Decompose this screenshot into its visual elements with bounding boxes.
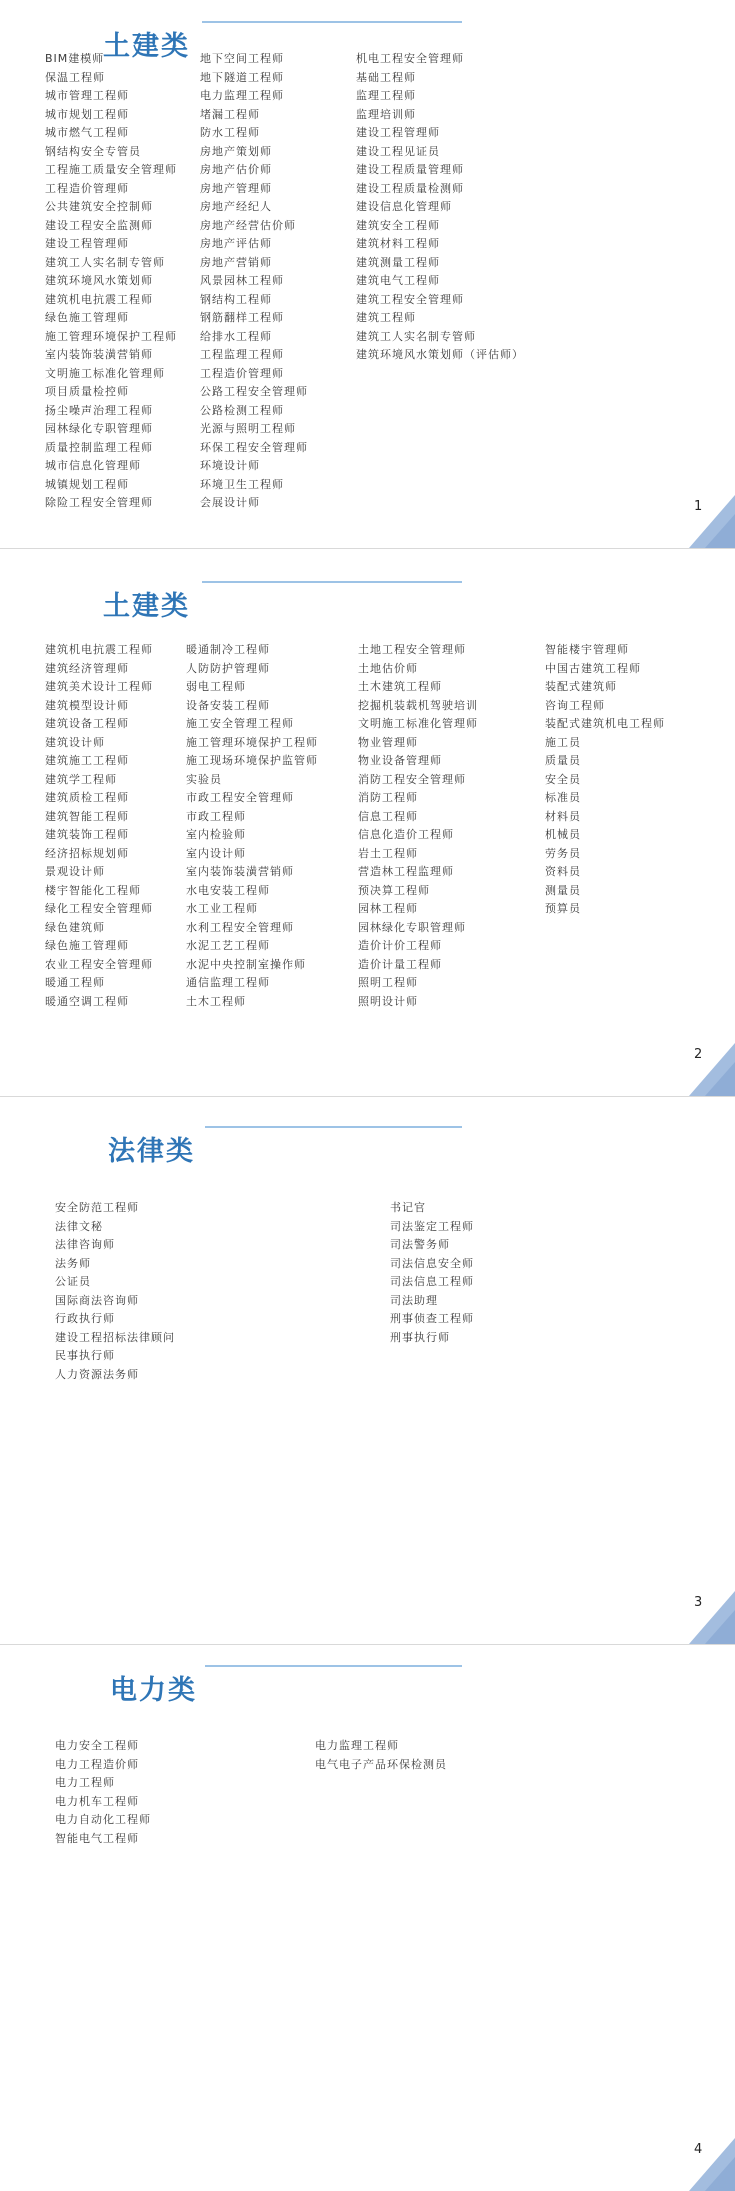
job-item: 挖掘机装载机驾驶培训 bbox=[358, 698, 478, 712]
job-item: 信息化造价工程师 bbox=[358, 828, 454, 841]
job-item: 房地产经营估价师 bbox=[200, 218, 296, 232]
job-item: 司法助理 bbox=[390, 1293, 438, 1307]
job-item: 中国古建筑工程师 bbox=[545, 661, 641, 675]
job-item: 预决算工程师 bbox=[358, 883, 430, 897]
job-item: 房地产营销师 bbox=[200, 255, 272, 269]
job-item: 监理培训师 bbox=[356, 107, 416, 121]
job-item: 人力资源法务师 bbox=[55, 1367, 139, 1381]
job-item: 房地产评估师 bbox=[200, 237, 272, 250]
job-item: 电力自动化工程师 bbox=[55, 1813, 151, 1826]
job-item: 建筑环境风水策划师 bbox=[45, 274, 153, 287]
job-item: 建筑装饰工程师 bbox=[45, 828, 129, 841]
job-item: 弱电工程师 bbox=[186, 680, 246, 693]
slide-page-2 bbox=[0, 548, 735, 1096]
job-item: 水泥工艺工程师 bbox=[186, 939, 270, 952]
job-item: 水利工程安全管理师 bbox=[186, 920, 294, 934]
job-item: 法律咨询师 bbox=[55, 1238, 115, 1251]
page-number: 2 bbox=[694, 1047, 703, 1062]
job-item: 室内设计师 bbox=[186, 846, 246, 860]
job-item: 市政工程师 bbox=[186, 809, 246, 823]
job-item: 建设工程质量检测师 bbox=[356, 181, 464, 195]
job-item: 消防工程师 bbox=[358, 791, 418, 804]
job-column-1 bbox=[45, 641, 185, 1011]
job-item: 国际商法咨询师 bbox=[55, 1293, 139, 1307]
job-item: 房地产策划师 bbox=[200, 144, 272, 158]
job-item: 工程造价管理师 bbox=[45, 181, 129, 195]
page-number-badge bbox=[685, 2135, 735, 2191]
section-title: 电力类 bbox=[110, 1675, 197, 1707]
job-item: 司法警务师 bbox=[390, 1238, 450, 1251]
job-item: 造价计量工程师 bbox=[358, 957, 442, 971]
job-item: 安全员 bbox=[545, 772, 581, 786]
job-item: 环保工程安全管理师 bbox=[200, 440, 308, 454]
job-item: 房地产经纪人 bbox=[200, 200, 272, 213]
job-item: 公证员 bbox=[55, 1275, 91, 1288]
job-item: 施工员 bbox=[545, 735, 581, 749]
page-number-badge bbox=[685, 492, 735, 548]
job-item: 建筑学工程师 bbox=[45, 772, 117, 786]
job-item: 钢结构工程师 bbox=[200, 292, 272, 306]
job-item: 刑事侦查工程师 bbox=[390, 1312, 474, 1325]
job-item: 智能楼宇管理师 bbox=[545, 643, 629, 656]
job-item: 建筑美术设计工程师 bbox=[45, 680, 153, 693]
job-item: 水泥中央控制室操作师 bbox=[186, 957, 306, 971]
job-item: 城市信息化管理师 bbox=[45, 459, 141, 472]
job-item: 堵漏工程师 bbox=[200, 107, 260, 121]
job-item: 装配式建筑师 bbox=[545, 680, 617, 693]
job-item: 营造林工程监理师 bbox=[358, 865, 454, 878]
job-item: 监理工程师 bbox=[356, 89, 416, 102]
title-rule-line bbox=[202, 581, 462, 583]
job-item: 智能电气工程师 bbox=[55, 1831, 139, 1845]
job-item: 保温工程师 bbox=[45, 70, 105, 84]
job-item: 工程造价管理师 bbox=[200, 366, 284, 380]
job-item: 项目质量检控师 bbox=[45, 385, 129, 398]
job-item: 工程施工质量安全管理师 bbox=[45, 163, 177, 176]
job-item: 建设工程安全监测师 bbox=[45, 218, 153, 232]
job-item: 建筑机电抗震工程师 bbox=[45, 643, 153, 656]
job-item: 室内检验师 bbox=[186, 828, 246, 841]
slide-page-1 bbox=[0, 0, 735, 548]
job-item: 物业管理师 bbox=[358, 735, 418, 749]
job-item: 除险工程安全管理师 bbox=[45, 496, 153, 509]
job-item: 建设工程质量管理师 bbox=[356, 163, 464, 176]
job-item: 钢筋翻样工程师 bbox=[200, 311, 284, 324]
job-item: 施工管理环境保护工程师 bbox=[186, 735, 318, 749]
job-item: 建筑安全工程师 bbox=[356, 218, 440, 232]
job-item: 楼宇智能化工程师 bbox=[45, 883, 141, 897]
job-item: 装配式建筑机电工程师 bbox=[545, 717, 665, 730]
job-item: 建筑经济管理师 bbox=[45, 661, 129, 675]
job-item: 建筑测量工程师 bbox=[356, 255, 440, 269]
job-column-2 bbox=[315, 1737, 595, 1774]
job-item: 公共建筑安全控制师 bbox=[45, 200, 153, 213]
job-item: 电力监理工程师 bbox=[315, 1739, 399, 1752]
job-item: 照明工程师 bbox=[358, 976, 418, 989]
job-item: 建筑智能工程师 bbox=[45, 809, 129, 823]
job-item: 施工管理环境保护工程师 bbox=[45, 329, 177, 343]
job-item: BIM建模师 bbox=[45, 52, 105, 65]
job-item: 文明施工标准化管理师 bbox=[358, 717, 478, 730]
job-item: 暖通制冷工程师 bbox=[186, 643, 270, 656]
job-item: 电力安全工程师 bbox=[55, 1739, 139, 1752]
job-item: 防水工程师 bbox=[200, 126, 260, 139]
job-item: 绿色建筑师 bbox=[45, 920, 105, 934]
job-item: 造价计价工程师 bbox=[358, 939, 442, 952]
job-item: 司法信息安全师 bbox=[390, 1256, 474, 1270]
job-item: 法律文秘 bbox=[55, 1219, 103, 1233]
job-item: 劳务员 bbox=[545, 846, 581, 860]
job-item: 暖通空调工程师 bbox=[45, 994, 129, 1008]
job-item: 施工现场环境保护监管师 bbox=[186, 754, 318, 767]
title-rule-line bbox=[205, 1665, 462, 1667]
job-item: 城市管理工程师 bbox=[45, 89, 129, 102]
job-item: 书记官 bbox=[390, 1201, 426, 1214]
job-item: 扬尘噪声治理工程师 bbox=[45, 403, 153, 417]
job-item: 土地工程安全管理师 bbox=[358, 643, 466, 656]
job-item: 民事执行师 bbox=[55, 1349, 115, 1362]
job-item: 城市燃气工程师 bbox=[45, 126, 129, 139]
job-item: 实验员 bbox=[186, 772, 222, 786]
job-item: 建筑设备工程师 bbox=[45, 717, 129, 730]
job-column-2 bbox=[186, 641, 356, 1011]
job-item: 地下空间工程师 bbox=[200, 52, 284, 65]
job-item: 建筑材料工程师 bbox=[356, 237, 440, 250]
job-item: 建筑环境风水策划师（评估师） bbox=[356, 348, 524, 361]
job-item: 建筑电气工程师 bbox=[356, 274, 440, 287]
job-item: 电气电子产品环保检测员 bbox=[315, 1757, 447, 1771]
job-item: 建设工程管理师 bbox=[45, 237, 129, 250]
job-item: 司法鉴定工程师 bbox=[390, 1219, 474, 1233]
job-item: 水工业工程师 bbox=[186, 902, 258, 915]
page-number-badge bbox=[685, 1588, 735, 1644]
job-item: 建筑机电抗震工程师 bbox=[45, 292, 153, 306]
job-item: 环境设计师 bbox=[200, 459, 260, 472]
title-rule-line bbox=[205, 1126, 462, 1128]
job-item: 景观设计师 bbox=[45, 865, 105, 878]
job-item: 设备安装工程师 bbox=[186, 698, 270, 712]
job-item: 信息工程师 bbox=[358, 809, 418, 823]
folded-corner-icon bbox=[685, 492, 735, 548]
job-item: 土木建筑工程师 bbox=[358, 680, 442, 693]
job-column-1 bbox=[55, 1737, 295, 1848]
job-item: 房地产管理师 bbox=[200, 181, 272, 195]
job-item: 行政执行师 bbox=[55, 1312, 115, 1325]
job-item: 建筑工程安全管理师 bbox=[356, 292, 464, 306]
job-item: 司法信息工程师 bbox=[390, 1275, 474, 1288]
job-item: 质量控制监理工程师 bbox=[45, 440, 153, 454]
job-item: 法务师 bbox=[55, 1256, 91, 1270]
job-item: 室内装饰装潢营销师 bbox=[186, 865, 294, 878]
page-number-badge bbox=[685, 1040, 735, 1096]
job-item: 绿色施工管理师 bbox=[45, 939, 129, 952]
job-item: 市政工程安全管理师 bbox=[186, 791, 294, 804]
job-item: 土地估价师 bbox=[358, 661, 418, 675]
job-item: 风景园林工程师 bbox=[200, 274, 284, 287]
section-title: 土建类 bbox=[103, 31, 190, 63]
job-item: 光源与照明工程师 bbox=[200, 422, 296, 435]
job-item: 基础工程师 bbox=[356, 70, 416, 84]
title-rule-line bbox=[202, 21, 462, 23]
job-item: 农业工程安全管理师 bbox=[45, 957, 153, 971]
job-item: 会展设计师 bbox=[200, 496, 260, 509]
job-item: 咨询工程师 bbox=[545, 698, 605, 712]
job-item: 通信监理工程师 bbox=[186, 976, 270, 989]
job-column-2 bbox=[390, 1199, 640, 1347]
job-column-2 bbox=[200, 50, 355, 513]
job-item: 预算员 bbox=[545, 902, 581, 915]
job-item: 电力工程师 bbox=[55, 1776, 115, 1789]
slide-page-3 bbox=[0, 1096, 735, 1644]
job-item: 园林绿化专职管理师 bbox=[358, 920, 466, 934]
job-item: 给排水工程师 bbox=[200, 329, 272, 343]
job-item: 建设工程管理师 bbox=[356, 126, 440, 139]
job-item: 建设工程招标法律顾问 bbox=[55, 1330, 175, 1344]
job-item: 园林绿化专职管理师 bbox=[45, 422, 153, 435]
job-item: 人防防护管理师 bbox=[186, 661, 270, 675]
job-item: 建筑施工工程师 bbox=[45, 754, 129, 767]
slide-page-4 bbox=[0, 1644, 735, 2191]
job-column-1 bbox=[45, 50, 200, 513]
job-item: 文明施工标准化管理师 bbox=[45, 366, 165, 380]
job-item: 材料员 bbox=[545, 809, 581, 823]
job-item: 城镇规划工程师 bbox=[45, 477, 129, 491]
job-item: 公路检测工程师 bbox=[200, 403, 284, 417]
job-item: 公路工程安全管理师 bbox=[200, 385, 308, 398]
job-item: 地下隧道工程师 bbox=[200, 70, 284, 84]
page-number: 1 bbox=[694, 499, 703, 514]
job-item: 照明设计师 bbox=[358, 994, 418, 1008]
job-item: 施工安全管理工程师 bbox=[186, 717, 294, 730]
job-item: 电力机车工程师 bbox=[55, 1794, 139, 1808]
section-title: 土建类 bbox=[103, 591, 190, 623]
job-item: 暖通工程师 bbox=[45, 976, 105, 989]
folded-corner-icon bbox=[685, 1040, 735, 1096]
job-item: 建筑模型设计师 bbox=[45, 698, 129, 712]
job-item: 电力工程造价师 bbox=[55, 1757, 139, 1771]
job-item: 室内装饰装潢营销师 bbox=[45, 348, 153, 361]
job-item: 建筑工人实名制专管师 bbox=[356, 329, 476, 343]
job-item: 建筑工人实名制专管师 bbox=[45, 255, 165, 269]
job-item: 水电安装工程师 bbox=[186, 883, 270, 897]
job-item: 房地产估价师 bbox=[200, 163, 272, 176]
job-item: 物业设备管理师 bbox=[358, 754, 442, 767]
job-item: 建设工程见证员 bbox=[356, 144, 440, 158]
job-column-4 bbox=[545, 641, 730, 919]
job-item: 经济招标规划师 bbox=[45, 846, 129, 860]
job-item: 建筑质检工程师 bbox=[45, 791, 129, 804]
job-item: 工程监理工程师 bbox=[200, 348, 284, 361]
job-item: 消防工程安全管理师 bbox=[358, 772, 466, 786]
job-item: 测量员 bbox=[545, 883, 581, 897]
folded-corner-icon bbox=[685, 1588, 735, 1644]
job-item: 标准员 bbox=[545, 791, 581, 804]
job-item: 土木工程师 bbox=[186, 994, 246, 1008]
job-item: 绿色施工管理师 bbox=[45, 311, 129, 324]
job-item: 建筑设计师 bbox=[45, 735, 105, 749]
job-item: 机电工程安全管理师 bbox=[356, 52, 464, 65]
job-column-3 bbox=[356, 50, 586, 365]
job-item: 钢结构安全专管员 bbox=[45, 144, 141, 158]
job-item: 机械员 bbox=[545, 828, 581, 841]
job-item: 绿化工程安全管理师 bbox=[45, 902, 153, 915]
job-item: 资料员 bbox=[545, 865, 581, 878]
job-item: 刑事执行师 bbox=[390, 1330, 450, 1344]
job-item: 城市规划工程师 bbox=[45, 107, 129, 121]
job-item: 电力监理工程师 bbox=[200, 89, 284, 102]
job-column-3 bbox=[358, 641, 543, 1011]
job-item: 质量员 bbox=[545, 754, 581, 767]
job-item: 园林工程师 bbox=[358, 902, 418, 915]
job-item: 环境卫生工程师 bbox=[200, 477, 284, 491]
job-item: 安全防范工程师 bbox=[55, 1201, 139, 1214]
job-item: 建筑工程师 bbox=[356, 311, 416, 324]
job-item: 岩土工程师 bbox=[358, 846, 418, 860]
job-item: 建设信息化管理师 bbox=[356, 200, 452, 213]
job-column-1 bbox=[55, 1199, 315, 1384]
folded-corner-icon bbox=[685, 2135, 735, 2191]
section-title: 法律类 bbox=[108, 1136, 195, 1168]
page-number: 4 bbox=[694, 2142, 703, 2157]
page-number: 3 bbox=[694, 1595, 703, 1610]
